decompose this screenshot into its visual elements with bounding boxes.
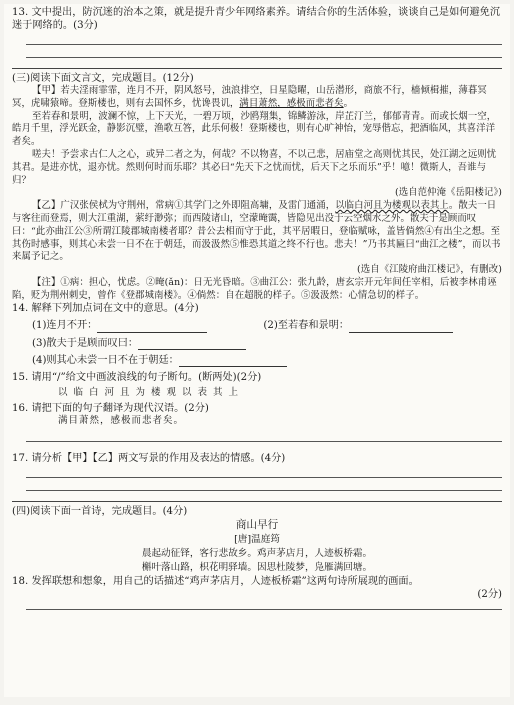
- q14-row-1: [32, 319, 502, 332]
- q14-item-2: [263, 319, 453, 332]
- answer-line: [26, 44, 502, 45]
- poem-line: 晨起动征铎，客行悲故乡。鸡声茅店月，人迹板桥霜。: [141, 548, 373, 560]
- passage-yi-source: (选自《江陵府曲江楼记》，有删改): [357, 264, 502, 276]
- passage-jia-para-3: 嗟夫！予尝求古仁人之心，或异二者之为，何哉？不以物喜，不以己悲，居庙堂之高则忧其民，处江湖之远则忧其君。是进亦忧，退亦忧。然则何时而乐耶？其必曰“先天下之忧而忧，后天下之乐而乐”乎！噫！微斯人，吾谁与归？: [12, 149, 497, 186]
- question-17: 17. 请分析【甲】【乙】两文写景的作用及表达的情感。(4分): [12, 453, 286, 465]
- q14-item-1: [32, 319, 207, 332]
- q14-item-4: [32, 354, 287, 367]
- q18-points: (2分): [477, 589, 502, 601]
- poem-title: 商山早行: [235, 519, 279, 532]
- section-3: [12, 68, 502, 491]
- exam-page: [4, 4, 510, 697]
- answer-blank[interactable]: [179, 355, 287, 367]
- answer-line: [26, 490, 502, 491]
- wavy-underlined-sentence: 以临白河且为楼观以表其上: [335, 200, 449, 212]
- question-18: 18. 发挥联想和想象，用自己的话描述“鸡声茅店月，人迹板桥霜”这两句诗所展现的画面。: [12, 576, 419, 588]
- passage-text: 。散夫一日与客往而登焉，则大江重湖，萦纡渺弥；而西陵诸山，空濛晻霭，皆隐见出没于云空烟水之外。散夫于是顾而叹曰：“此亦曲江公③所谓江陵郡城南楼者耶？昔公去相而守于此，其平居暇日，登临赋咏，盖皆倘然④有出尘之想。至其伤时感事，则其心未尝一日不在于朝廷，而汲汲然⑤惟恐其道之终不行也。悲夫！”乃书其匾曰“曲江之楼”，而以书来属予记之。: [12, 200, 501, 263]
- q14-row-3: [32, 354, 502, 367]
- item-label: (4)则其心未尝一日不在于朝廷：: [32, 354, 179, 366]
- poem-line: 槲叶落山路，枳花明驿墙。因思杜陵梦，凫雁满回塘。: [141, 562, 373, 574]
- item-label: (3)散夫于是顾而叹曰：: [32, 337, 139, 349]
- answer-blank[interactable]: [349, 321, 453, 333]
- section-4: [12, 501, 502, 610]
- section-3-heading: (三)阅读下面文言文，完成题目。(12分): [12, 73, 194, 85]
- answer-line: [26, 477, 502, 478]
- answer-line: [26, 441, 502, 442]
- answer-line: [26, 57, 502, 58]
- answer-blank[interactable]: [138, 338, 246, 350]
- poem-author: [唐]温庭筠: [234, 534, 280, 546]
- question-13: 13. 文中提出，防沉迷的治本之策，就是提升青少年网络素养。请结合你的生活体验，谈谈自己是如何避免沉迷于网络的。(3分): [12, 7, 501, 32]
- question-15: 15. 请用“/”给文中画波浪线的句子断句。(断两处)(2分): [12, 371, 262, 383]
- question-16: 16. 请把下面的句子翻译为现代汉语。(2分): [12, 402, 209, 414]
- q14-item-3: [32, 337, 246, 350]
- question-14: 14. 解释下列加点词在文中的意思。(4分): [12, 303, 199, 315]
- passage-text: 【乙】广汉张侯栻为守荆州，常病①其学门之外即阻高墉，及雷门通涌，: [32, 200, 336, 212]
- item-label: (1)连月不开：: [32, 320, 98, 332]
- underlined-sentence: 满目萧然，感极而悲者矣: [239, 97, 344, 109]
- passage-text: 【甲】若夫淫雨霏霏，连月不开，阴风怒号，浊浪排空，日星隐曜，山岳潜形，商旅不行，樯倾楫摧，薄暮冥冥，虎啸猿啼。登斯楼也，则有去国怀乡，忧谗畏讥，: [12, 85, 487, 109]
- passage-jia-para-1: [12, 85, 502, 111]
- annotation-notes: 【注】①病：担心，忧虑。②晻(ǎn)：日无光昏暗。③曲江公：张九龄，唐玄宗开元年间任宰相，后被李林甫诬陷，贬为荆州刺史，曾作《登郡城南楼》。④倘然：自在超脱的样子。⑤汲汲然：心情急切的样子。: [12, 276, 497, 301]
- answer-line: [26, 609, 502, 610]
- punct: 。: [343, 97, 354, 109]
- q15-sentence: 以临白河且为楼观以表其上: [58, 386, 245, 398]
- q16-sentence: 满目萧然，感极而悲者矣。: [58, 414, 185, 426]
- section-4-heading: (四)阅读下面一首诗，完成题目。(4分): [12, 506, 188, 518]
- passage-jia-source: (选自范仲淹《岳阳楼记》): [394, 187, 502, 199]
- passage-jia-para-2: 至若春和景明，波澜不惊，上下天光，一碧万顷，沙鸥翔集，锦鳞游泳，岸芷汀兰，郁郁青青。而或长烟一空，皓月千里，浮光跃金，静影沉璧，渔歌互答，此乐何极！登斯楼也，则有心旷神怡，宠辱偕忘，把酒临风，其喜洋洋者矣。: [12, 110, 497, 148]
- poem: [12, 518, 502, 575]
- q14-row-2: [32, 337, 502, 350]
- classical-text: [12, 85, 502, 302]
- passage-yi: [12, 200, 502, 264]
- answer-blank[interactable]: [97, 321, 207, 333]
- item-label: (2)至若春和景明：: [263, 320, 350, 332]
